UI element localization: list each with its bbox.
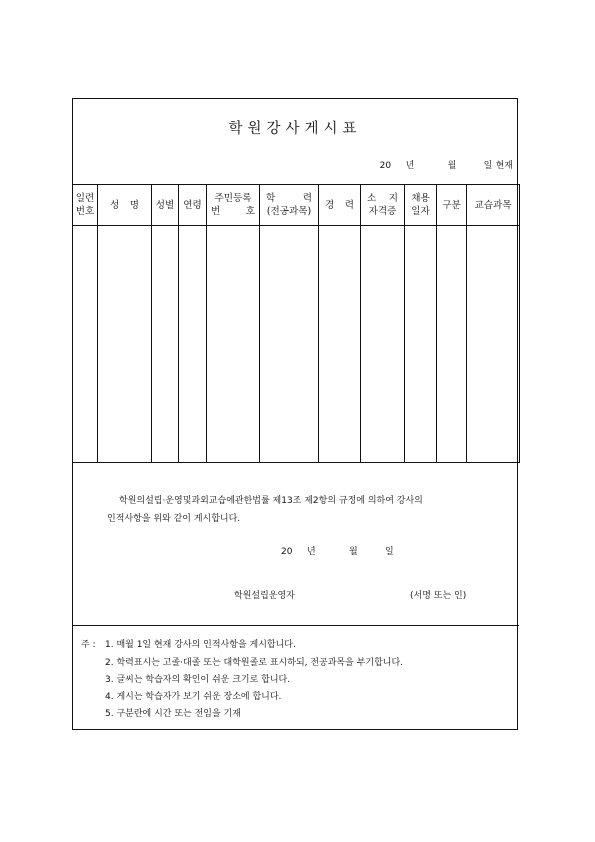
table-row <box>73 226 520 463</box>
note-item: 2. 학력표시는 고졸·대졸 또는 대학원졸로 표시하되, 전공과목을 부기합니다. <box>105 658 404 668</box>
col-category: 구분 <box>437 185 467 226</box>
header-row <box>73 185 520 226</box>
col-hire-date: 채용 일자 <box>405 185 437 226</box>
signature-label: (서명 또는 인) <box>410 591 467 601</box>
col-gender: 성별 <box>152 185 179 226</box>
col-serial-number: 일련 번호 <box>73 185 98 226</box>
operator-label: 학원설립운영자 <box>234 591 295 601</box>
col-name: 성 명 <box>98 185 152 226</box>
year-unit: 년 <box>307 547 316 557</box>
statement <box>107 492 423 528</box>
current-date-line <box>380 158 513 171</box>
month-unit: 월 <box>447 161 457 171</box>
year-prefix: 20 <box>281 547 293 557</box>
statement-line-2: 인적사항을 위와 같이 게시합니다. <box>107 514 241 524</box>
form-title: 학원강사게시표 <box>228 121 362 137</box>
col-career: 경 력 <box>319 185 361 226</box>
col-certificate: 소 지 자격증 <box>361 185 405 226</box>
current-label: 현재 <box>495 161 513 171</box>
day-unit: 일 <box>385 547 394 557</box>
note-item: 4. 게시는 학습자가 보기 쉬운 장소에 합니다. <box>105 692 282 702</box>
statement-line-1: 학원의설립·운영및과외교습에관한법률 제13조 제2항의 규정에 의하여 강사의 <box>119 496 423 506</box>
year-prefix: 20 <box>379 161 392 171</box>
note-item: 1. 매월 1일 현재 강사의 인적사항을 게시합니다. <box>105 640 296 650</box>
note-item: 3. 글씨는 학습자의 확인이 쉬운 크기로 합니다. <box>105 675 291 685</box>
year-unit: 년 <box>405 161 415 171</box>
month-unit: 월 <box>349 547 358 557</box>
col-education: 학 력 (전공과목) <box>260 185 319 226</box>
notes-section <box>73 625 519 719</box>
note-item: 5. 구분란에 시간 또는 전임을 기재 <box>105 709 241 719</box>
notes-lead: 주 : <box>81 640 96 650</box>
col-resident-number: 주민등록 번 호 <box>207 185 260 226</box>
day-unit: 일 <box>483 161 493 171</box>
col-age: 연령 <box>179 185 207 226</box>
col-subject: 교습과목 <box>467 185 520 226</box>
issue-date-line <box>281 544 394 557</box>
notice-form <box>72 98 518 730</box>
instructor-table <box>72 184 520 463</box>
